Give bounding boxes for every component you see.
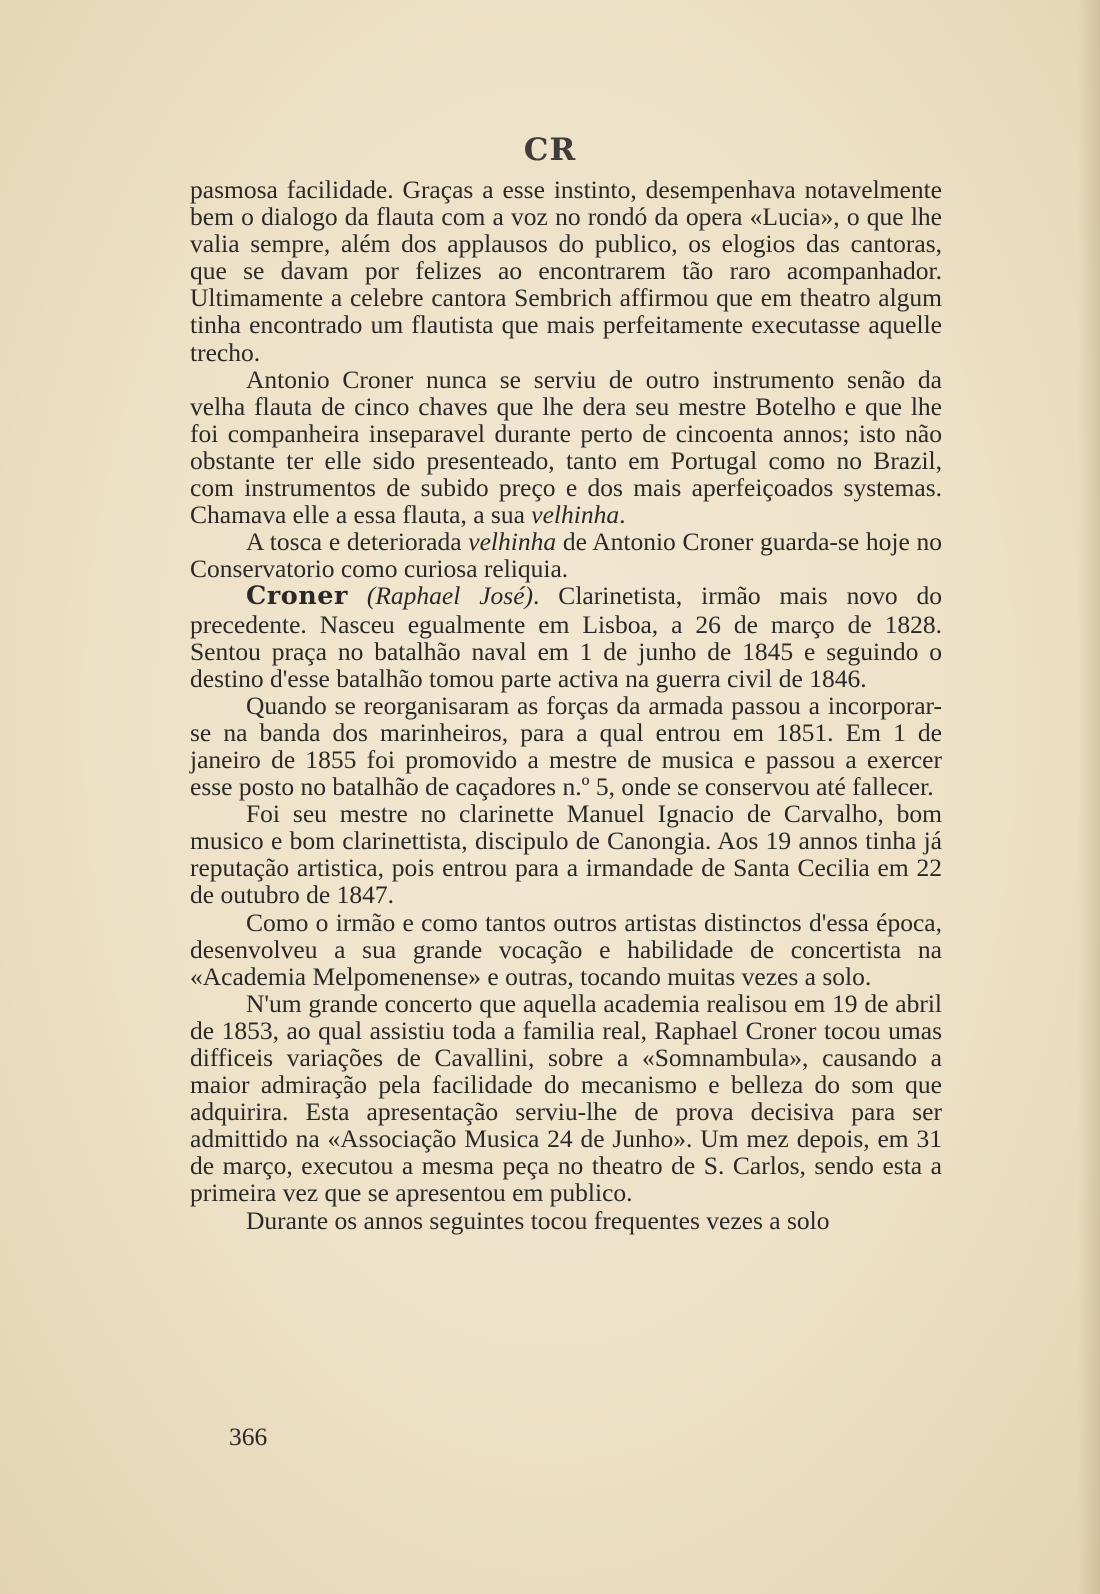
paragraph-text: A tosca e deteriorada (246, 527, 469, 557)
italic-text: velhinha (531, 500, 620, 530)
paragraph (190, 692, 942, 800)
body-text (190, 176, 942, 1234)
paragraph (190, 1207, 942, 1234)
paragraph (190, 366, 942, 529)
page-number: 366 (229, 1422, 268, 1451)
paragraph-text: Quando se reorganisaram as forças da armada passou a incorporar-se na banda dos marinheiros, para a qual entrou em 1851. Em 1 de janeiro de 1855 foi promovido a mestre de musica e passou a exercer esse posto no batalhão de caçadores n.º 5, onde se conservou até fallecer. (190, 690, 942, 802)
italic-text: velhinha (468, 527, 557, 557)
page-edge-shadow (1078, 0, 1100, 1594)
paragraph-text: . Clarinetista, irmão mais novo do precedente. Nasceu egualmente em Lisboa, a 26 de março de 1828. Sentou praça no batalhão naval em 1 de junho de 1845 e seguindo o destino d'esse batalhão tomou parte activa na guerra civil de 1846. (190, 581, 942, 693)
paragraph-text: Antonio Croner nunca se serviu de outro instrumento senão da velha flauta de cinco chaves que lhe dera seu mestre Botelho e que lhe foi companheira inseparavel durante perto de cincoenta annos; isto não obstante ter elle sido presenteado, tanto em Portugal como no Brazil, com instrumentos de subido preço e dos mais aperfeiçoados systemas. Chamava elle a essa flauta, a sua (190, 364, 942, 530)
italic-text: (Raphael José) (366, 581, 534, 611)
paragraph (190, 800, 942, 908)
paragraph (190, 990, 942, 1207)
paragraph (190, 582, 942, 691)
paragraph-text: Como o irmão e como tantos outros artistas distinctos d'essa época, desenvolveu a sua grande vocação e habilidade de concertista na «Academia Melpomenense» e outras, tocando muitas vezes a solo. (190, 907, 942, 991)
paragraph (190, 528, 942, 582)
paragraph (190, 176, 942, 366)
entry-heading: Croner (246, 581, 348, 612)
paragraph-text: Foi seu mestre no clarinette Manuel Ignacio de Carvalho, bom musico e bom clarinettista, discipulo de Canongia. Aos 19 annos tinha já reputação artistica, pois entrou para a irmandade de Santa Cecilia em 22 de outubro de 1847. (190, 799, 942, 910)
paragraph-text: pasmosa facilidade. Graças a esse instinto, desempenhava notavelmente bem o dialogo da flauta com a voz no rondó da opera «Lucia», o que lhe valia sempre, além dos applausos do publico, os elogios das cantoras, que se davam por felizes ao encontrarem tão raro acompanhador. Ultimamente a celebre cantora Sembrich affirmou que em theatro algum tinha encontrado um flautista que mais perfeitamente executasse aquelle trecho. (190, 175, 942, 367)
paragraph (190, 909, 942, 990)
paragraph-text: Durante os annos seguintes tocou frequentes vezes a solo (246, 1205, 830, 1235)
paragraph-text (348, 581, 367, 610)
paragraph-text: de Antonio Croner guarda-se hoje no Conservatorio como curiosa reliquia. (190, 527, 942, 584)
running-head: CR (523, 132, 577, 168)
paragraph-text: . (619, 500, 626, 530)
paragraph-text: N'um grande concerto que aquella academia realisou em 19 de abril de 1853, ao qual assistiu toda a familia real, Raphael Croner tocou umas difficeis variações de Cavallini, sobre a «Somnambula», causando a maior admiração pela facilidade do mecanismo e belleza do som que adquirira. Esta apresentação serviu-lhe de prova decisiva para ser admittido na «Associação Musica 24 de Junho». Um mez depois, em 31 de março, executou a mesma peça no theatro de S. Carlos, sendo esta a primeira vez que se apresentou em publico. (190, 988, 942, 1208)
